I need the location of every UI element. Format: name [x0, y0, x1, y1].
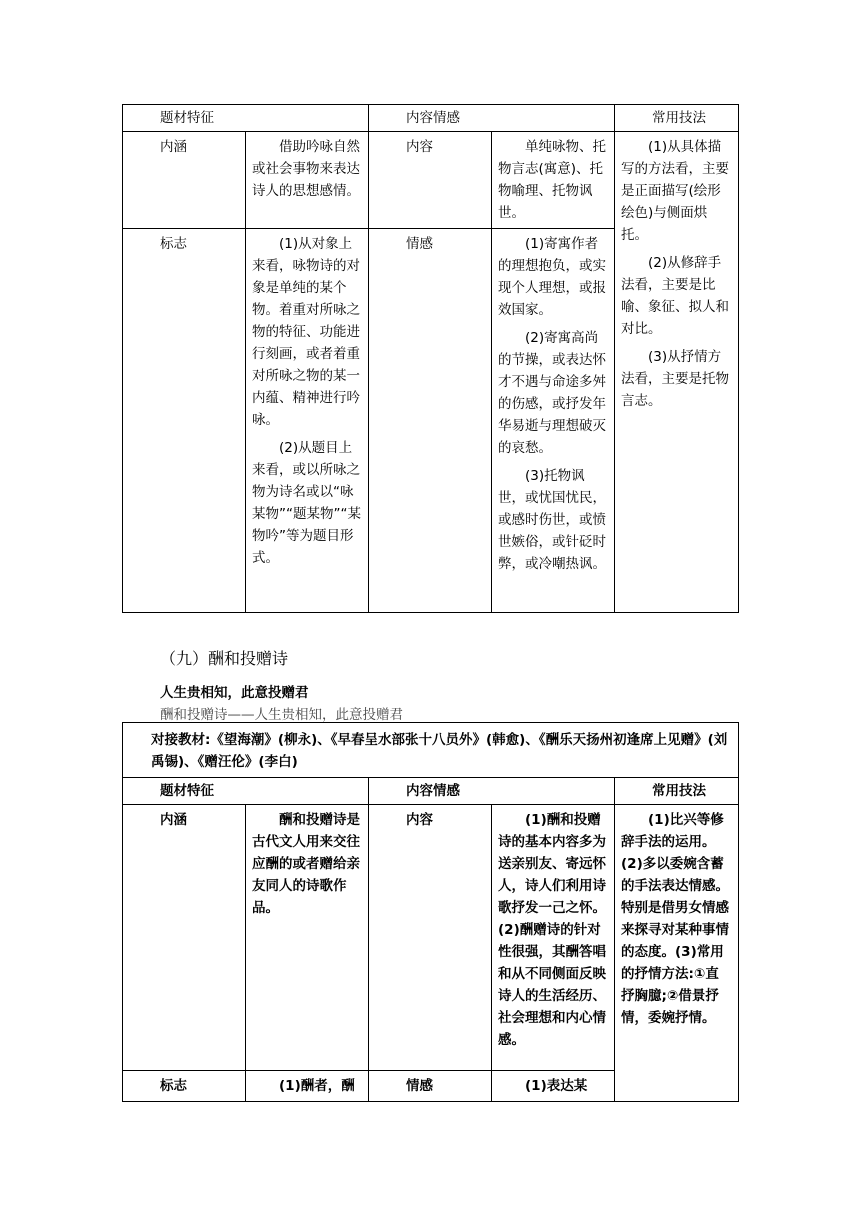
section-subtitle-bold: 人生贵相知，此意投赠君	[160, 685, 309, 701]
header-technique: 常用技法	[615, 778, 739, 805]
row-label-neihan: 内涵	[123, 805, 246, 1071]
paragraph: (2)从题目上来看，或以所咏之物为诗名或以“咏某物”“题某物”“某物吟”等为题目形式。	[252, 440, 361, 566]
cell-qinggan-text	[492, 229, 615, 613]
paragraph: (1)酬者，酬	[279, 1078, 355, 1094]
paragraph: (1)从具体描写的方法看，主要是正面描写(绘形绘色)与侧面烘托。	[621, 139, 729, 243]
paragraph: (1)表达某	[525, 1078, 588, 1094]
table-header-row	[123, 105, 739, 132]
header-theme: 题材特征	[123, 778, 369, 805]
header-theme: 题材特征	[123, 105, 369, 132]
cell-neihan-text	[246, 132, 369, 229]
section-heading: （九）酬和投赠诗	[160, 649, 289, 668]
row-label-qinggan: 情感	[369, 229, 492, 613]
paragraph: (1)寄寓作者的理想抱负，或实现个人理想，或报效国家。	[498, 236, 606, 318]
cell-techniques	[615, 805, 739, 1102]
header-content: 内容情感	[369, 105, 615, 132]
paragraph: (3)托物讽世，或忧国忧民，或感时伤世，或愤世嫉俗，或针砭时弊，或冷嘲热讽。	[498, 468, 606, 572]
paragraph: (1)酬和投赠诗的基本内容多为送亲别友、寄远怀人，诗人们利用诗歌抒发一己之怀。(2)酬赠诗的针对性很强，其酬答唱和从不同侧面反映诗人的生活经历、社会理想和内心情感。	[498, 812, 606, 1048]
table-row	[123, 132, 739, 229]
textbook-reference: 对接教材:《望海潮》(柳永)、《早春呈水部张十八员外》(韩愈)、《酬乐天扬州初逢席上见赠》(刘禹锡)、《赠汪伦》(李白)	[123, 723, 739, 778]
paragraph: (1)从对象上来看，咏物诗的对象是单纯的某个物。着重对所咏之物的特征、功能进行刻画，或者着重对所咏之物的某一内蕴、精神进行吟咏。	[252, 236, 360, 428]
paragraph: 借助吟咏自然或社会事物来表达诗人的思想感情。	[252, 139, 360, 199]
paragraph: 酬和投赠诗是古代文人用来交往应酬的或者赠给亲友同人的诗歌作品。	[252, 812, 360, 916]
cell-qinggan-text	[492, 1071, 615, 1102]
row-label-biaozhi: 标志	[123, 1071, 246, 1102]
row-label-biaozhi: 标志	[123, 229, 246, 613]
header-technique: 常用技法	[615, 105, 739, 132]
cell-biaozhi-text	[246, 1071, 369, 1102]
paragraph: (3)从抒情方法看，主要是托物言志。	[621, 349, 729, 409]
paragraph: (1)比兴等修辞手法的运用。(2)多以委婉含蓄的手法表达情感。特别是借男女情感来探寻对某种事情的态度。(3)常用的抒情方法:①直抒胸臆;②借景抒情，委婉抒情。	[621, 812, 729, 1026]
cell-neirong-text	[492, 805, 615, 1071]
cell-neirong-text	[492, 132, 615, 229]
table-row	[123, 805, 739, 1071]
paragraph: (2)寄寓高尚的节操，或表达怀才不遇与命途多舛的伤感，或抒发年华易逝与理想破灭的哀愁。	[498, 330, 606, 456]
row-label-qinggan: 情感	[369, 1071, 492, 1102]
header-content: 内容情感	[369, 778, 615, 805]
row-label-neirong: 内容	[369, 132, 492, 229]
paragraph: 单纯咏物、托物言志(寓意)、托物喻理、托物讽世。	[498, 139, 606, 221]
cell-biaozhi-text	[246, 229, 369, 613]
cell-neihan-text	[246, 805, 369, 1071]
section-subtitle: 酬和投赠诗——人生贵相知，此意投赠君	[160, 707, 403, 723]
yongwu-table	[122, 104, 739, 613]
row-label-neihan: 内涵	[123, 132, 246, 229]
intro-row	[123, 723, 739, 778]
paragraph: (2)从修辞手法看，主要是比喻、象征、拟人和对比。	[621, 255, 729, 337]
table-header-row	[123, 778, 739, 805]
row-label-neirong: 内容	[369, 805, 492, 1071]
chouhe-table	[122, 722, 739, 1102]
cell-techniques	[615, 132, 739, 613]
